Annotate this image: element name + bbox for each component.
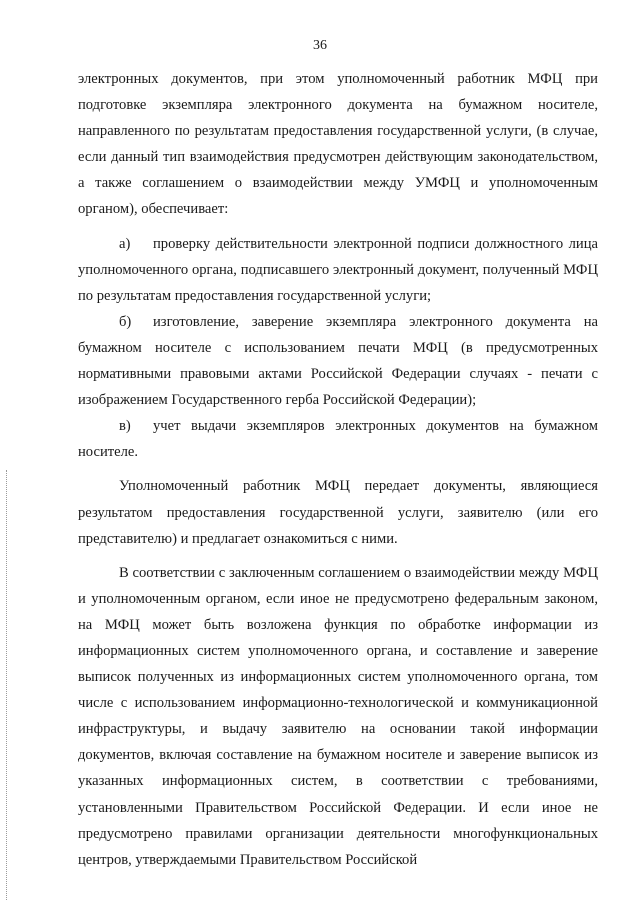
intro-paragraph: электронных документов, при этом уполномоченный работник МФЦ при подготовке экземпляра электронного документа на бумажном носителе, направленного по результатам предоставления государственной услуги, (в случае, если данный тип взаимодействия предусмотрен действующим законодательством, а также соглашением о взаимодействии между УМФЦ и уполномоченным органом), обеспечивает: xyxy=(78,71,598,218)
paragraph-3: В соответствии с заключенным соглашением о взаимодействии между МФЦ и уполномоченным органом, если иное не предусмотрено федеральным законом, на МФЦ может быть возложена функция по обработке информации из информационных систем уполномоченного органа, и составление и заверение выписок полученных из информационных систем уполномоченного органа, том числе с использованием информационно-технологической и коммуникационной инфраструктуры, и выдачу заявителю на основании такой информации документов, включая составление на бумажном носителе и заверение выписок из указанных информационных систем, в соответствии с требованиями, установленными Правительством Российской Федерации. И если иное не предусмотрено правилами организации деятельности многофункциональных центров, утверждаемыми Правительством Российской xyxy=(78,564,598,868)
list-text-v: учет выдачи экземпляров электронных документов на бумажном носителе. xyxy=(78,418,598,461)
list-marker-b: б) xyxy=(119,313,132,330)
page-number: 36 xyxy=(313,38,327,53)
list-item-v xyxy=(78,413,598,465)
list-text-b: изготовление, заверение экземпляра электронного документа на бумажном носителе с использованием печати МФЦ (в предусмотренных нормативными правовыми актами Российской Федерации случаях - печати с изображением Государственного герба Российской Федерации); xyxy=(78,313,598,409)
spacer xyxy=(78,223,598,231)
document-body xyxy=(78,66,598,873)
list-marker-a: а) xyxy=(119,235,131,252)
list-item-a xyxy=(78,231,598,309)
spacer xyxy=(78,552,598,560)
list-item-b xyxy=(78,309,598,413)
spacer xyxy=(78,465,598,473)
paragraph-2: Уполномоченный работник МФЦ передает документы, являющиеся результатом предоставления государственной услуги, заявителю (или его представителю) и предлагает ознакомиться с ними. xyxy=(78,478,598,547)
list-text-a: проверку действительности электронной подписи должностного лица уполномоченного органа, подписавшего электронный документ, полученный МФЦ по результатам предоставления государственной услуги; xyxy=(78,235,598,304)
scan-margin-dots xyxy=(6,470,8,900)
list-marker-v: в) xyxy=(119,418,131,435)
